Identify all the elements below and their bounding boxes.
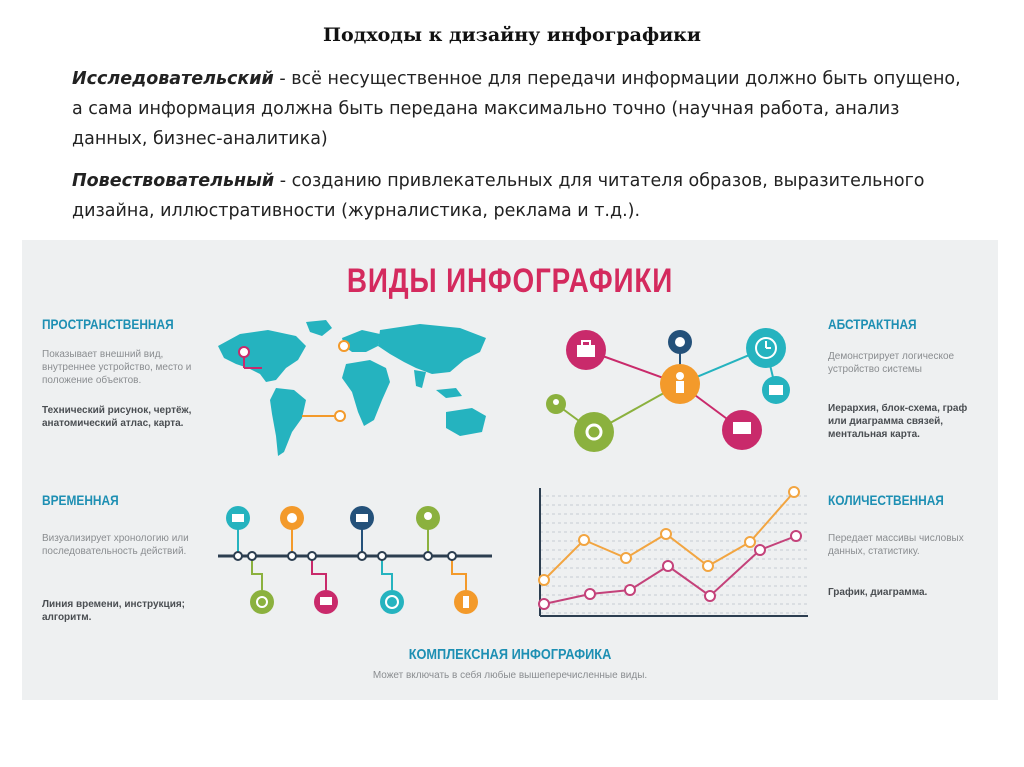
text-narrative: - созданию привлекательных для читателя образов, выразительного дизайна, иллюстративности (журналистика, реклама и т.д.). bbox=[72, 171, 925, 221]
pink-series-point bbox=[625, 585, 635, 595]
mail-icon bbox=[226, 506, 250, 530]
people-icon bbox=[546, 394, 566, 414]
spatial-description: Показывает внешний вид, внутреннее устройство, место и положение объектов. bbox=[42, 349, 192, 386]
quantitative-heading: КОЛИЧЕСТВЕННАЯ bbox=[828, 492, 944, 508]
text-exploratory: - всё несущественное для передачи информации должно быть опущено, а сама информация должна быть передана максимально точно (научная работа, анализ данных, бизнес-аналитика) bbox=[72, 69, 961, 149]
briefcase-icon bbox=[350, 506, 374, 530]
temporal-description: Визуализирует хронологию или последовательность действий. bbox=[42, 533, 189, 557]
paragraph-narrative bbox=[72, 166, 972, 226]
orange-series-point bbox=[789, 487, 799, 497]
map-indonesia bbox=[436, 388, 462, 398]
pink-series-point bbox=[585, 589, 595, 599]
infographic-title: ВИДЫ ИНФОГРАФИКИ bbox=[346, 262, 674, 300]
orange-series-point bbox=[579, 535, 589, 545]
infographic-image bbox=[22, 240, 998, 700]
paragraph-exploratory bbox=[72, 64, 972, 154]
complex-description: Может включать в себя любые вышеперечисленные виды. bbox=[372, 670, 648, 681]
pink-series-point bbox=[663, 561, 673, 571]
orange-series-point bbox=[661, 529, 671, 539]
term-narrative: Повествовательный bbox=[72, 171, 275, 191]
abstract-description: Демонстрирует логическое устройство системы bbox=[828, 351, 955, 375]
world-map bbox=[210, 316, 510, 466]
map-asia bbox=[378, 324, 486, 374]
person-icon bbox=[660, 364, 700, 404]
line-chart-illustration bbox=[532, 484, 812, 624]
map-australia bbox=[446, 408, 486, 436]
quantitative-description: Передает массивы числовых данных, статистику. bbox=[828, 533, 964, 557]
orange-series-point bbox=[745, 537, 755, 547]
slide-title: Подходы к дизайну инфографики bbox=[323, 24, 701, 46]
pink-series-point bbox=[705, 591, 715, 601]
timeline-diagram bbox=[212, 502, 512, 622]
gear-icon bbox=[574, 412, 614, 452]
clock-icon bbox=[746, 328, 786, 368]
gear-icon bbox=[250, 590, 274, 614]
map-greenland bbox=[306, 320, 332, 336]
pink-series-point bbox=[755, 545, 765, 555]
person-icon bbox=[454, 590, 478, 614]
map-north-america bbox=[218, 330, 306, 382]
network-diagram bbox=[530, 320, 820, 460]
temporal-examples: Линия времени, инструкция; алгоритм. bbox=[42, 599, 186, 623]
spatial-examples: Технический рисунок, чертёж, анатомический атлас, карта. bbox=[42, 405, 192, 429]
briefcase-icon bbox=[566, 330, 606, 370]
orange-series-point bbox=[621, 553, 631, 563]
pink-series-point bbox=[791, 531, 801, 541]
map-africa bbox=[342, 360, 390, 426]
monitor-icon bbox=[722, 410, 762, 450]
mail-icon bbox=[762, 376, 790, 404]
complex-heading: КОМПЛЕКСНАЯ ИНФОГРАФИКА bbox=[408, 646, 612, 663]
spatial-heading: ПРОСТРАНСТВЕННАЯ bbox=[42, 316, 174, 332]
map-pin-europe bbox=[339, 341, 349, 351]
abstract-heading: АБСТРАКТНАЯ bbox=[828, 316, 917, 332]
map-india bbox=[414, 370, 426, 388]
term-exploratory: Исследовательский bbox=[72, 69, 274, 89]
orange-series-point bbox=[703, 561, 713, 571]
temporal-heading: ВРЕМЕННАЯ bbox=[42, 492, 119, 508]
quantitative-examples: График, диаграмма. bbox=[828, 587, 928, 598]
chat-icon bbox=[280, 506, 304, 530]
orange-series-point bbox=[539, 575, 549, 585]
map-south-america bbox=[270, 388, 306, 456]
pink-series-point bbox=[539, 599, 549, 609]
monitor-icon bbox=[314, 590, 338, 614]
map-pin-africa bbox=[302, 411, 345, 421]
abstract-examples: Иерархия, блок-схема, граф или диаграмма связей, ментальная карта. bbox=[828, 403, 968, 440]
chat-icon bbox=[668, 330, 692, 354]
people-icon bbox=[416, 506, 440, 530]
clock-icon bbox=[380, 590, 404, 614]
